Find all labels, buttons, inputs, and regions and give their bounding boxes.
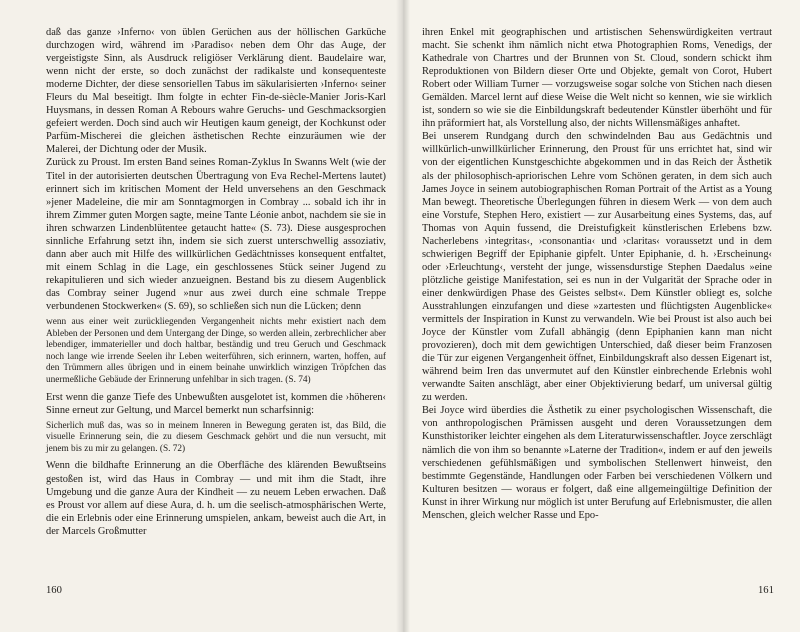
paragraph: ihren Enkel mit geographischen und artistischen Sehenswürdigkeiten vertraut macht. Sie schenkt ihm nämlich nicht etwa Photographien Roms, Venedigs, der Kathedrale von Chartres und der Brunnen von St. Cloud, sondern schickt ihm Reproduktionen von Bildern dieser Orte und Objekte, gemalt von Corot, Hubert Robert oder William Turner — vorzugsweise sogar solche von Stichen nach diesen Gemälden. Marcel lernt auf diese Weise die Welt nicht so kennen, wie sie wirklich ist, sondern so wie sie die Einbildungskraft bedeutender Künstler überhöht und für ihn präformiert hat, als Vorstellung also, der nichts Willensmäßiges anhaftet. — [422, 27, 772, 130]
block-quote — [46, 317, 386, 387]
left-page-text — [46, 26, 386, 538]
paragraph: Bei Joyce wird überdies die Ästhetik zu einer psychologischen Wissenschaft, die von anthropologischen Prämissen ausgeht und deren Voraussetzungen dem Kunsthistoriker leichter eingehen als dem Literaturwissenschaftler. Joyce zerschlägt nämlich die von ihm so benannte »Laterne der Tradition«, indem er auf den jeweils verschiedenen gefühlsmäßigen und symbolischen Stellenwert hinweist, den bestimmte Gegenstände, Handlungen oder Farben bei verschiedenen Völkern und Kulturen besitzen — woraus er folgert, daß eine allgemeingültige Definition der Kunst in ihrer Wirkung nur möglich ist unter Berufung auf Erlebnismuster, die allen Menschen, gleich welcher Rasse und Epo- — [422, 405, 772, 521]
right-page-text — [422, 26, 772, 522]
page-number: 161 — [758, 585, 774, 596]
paragraph: Bei unserem Rundgang durch den schwindelnden Bau aus Gedächtnis und willkürlich-unwillkürlicher Erinnerung, den Proust für uns errichtet hat, sind wir von der eigentlichen Kunstgeschichte abgekommen und in das Reich der Ästhetik als der philosophisch-apriorischen Lehre vom Schönen geraten, in dem sich auch James Joyce in seinem autobiographischen Roman Portrait of the Artist as a Young Man bewegt. Theoretische Überlegungen führen in diesem Werk — von dem auch eine Vorstufe, Stephen Hero, existiert — zur Ausarbeitung eines Systems, das, auf Thomas von Aquin fussend, die Dreistufigkeit künstlerischen Erlebens bzw. Nacherlebens ›integritas‹, ›consonantia‹ und ›claritas‹ voraussetzt und in dem schwierigen Begriff der Epiphanie gipfelt. Unter Epiphanie, d. h. ›Erscheinung‹ oder ›Erleuchtung‹, versteht der junge, wissensdurstige Stephen Daedalus »eine plötzliche geistige Manifestation, sei es nun in der Vulgarität der Sprache oder in einer denkwürdigen Phase des Geistes selbst«. Dem Künstler obliegt es, solche Ausstrahlungen einzufangen und diese »zartesten und flüchtigsten Augenblicke« vermittels der Inspiration in Kunst zu verwandeln. Wie bei Proust ist also auch bei Joyce der Künstler vom Zufall abhängig (denn Epiphanien kann man nicht provozieren), doch mit dem gewichtigen Unterschied, daß dieser beim Franzosen die Tür zur eigenen Vergangenheit öffnet, Einbildungskraft also dessen Eigenart ist, während beim Iren das unvermutet auf den Künstler einbrechende Erlebnis wohl verwandte Saiten anschlägt, aber einer Objektivierung bedarf, um universal gültig zu werden. — [422, 131, 772, 404]
quote-text: wenn aus einer weit zurückliegenden Vergangenheit nichts mehr existiert nach dem Ableben der Personen und dem Untergang der Dinge, so werden allein, zerbrechlicher aber lebendiger, immaterieller und doch haltbar, beständig und treu Geruch und Geschmack noch lange wie irrende Seelen ihr Leben weiterführen, sich erinnern, warten, hoffen, auf den Trümmern alles übrigen und in einem beinahe unwirklich winzigen Tröpfchen das unermeßliche Gebäude der Erinnerung unfehlbar in sich tragen. (S. 74) — [46, 317, 386, 385]
paragraph: Zurück zu Proust. Im ersten Band seines Roman-Zyklus In Swanns Welt (wie der Titel in der autorisierten deutschen Übertragung von Eva Rechel-Mertens lautet) erinnert sich im kritischen Moment der Held unversehens an den Geschmack »jener Madeleine, die mir am Sonntagmorgen in Combray ... sobald ich ihr in ihrem Zimmer guten Morgen sagte, meine Tante Léonie anbot, nachdem sie sie in ihren schwarzen Lindenblütentee getaucht hatte« (S. 73). Diese ausgesprochen sinnliche Erfahrung setzt ihn, indem sie sich zuerst unterschwellig assoziativ, dann aber auch mit Hilfe des willkürlichen Gedächtnisses konsequent entfaltet, mit einem Schlag in die Lage, ein geschlossenes Stück seiner Jugend zu rekapitulieren und sich wieder anzueignen. Bestand bis zu diesem Augenblick das Combray seiner Jugend »nur aus zwei durch eine schmale Treppe verbundenen Stockwerken« (S. 69), so schließen sich nun die Lücken; denn — [46, 157, 386, 312]
quote-text: Sicherlich muß das, was so in meinem Inneren in Bewegung geraten ist, das Bild, die visuelle Erinnerung sein, die zu diesem Geschmack gehört und die nun versucht, mit jenem bis zu mir zu gelangen. (S. 72) — [46, 420, 386, 454]
block-quote — [46, 421, 386, 456]
page-number: 160 — [46, 585, 62, 596]
book-gutter — [396, 0, 410, 632]
paragraph: daß das ganze ›Inferno‹ von üblen Gerüchen aus der höllischen Garküche durchzogen wird, während im ›Paradiso‹ neben dem Ohr das Auge, der vergeistigste Sinn, als Ausdruck religiöser Verklärung dient. Baudelaire war, wenn nicht der erste, so doch zunächst der radikalste und konsequenteste moderne Dichter, der diese sensoriellen Tabus im säkularisierten ›Inferno‹ seiner Fleurs du Mal beseitigt. Ihm folgte in echter Fin-de-siècle-Manier Joris-Karl Huysmans, in dessen Roman A Rebours wahre Geruchs- und Geschmacksorgien gefeiert werden. Doch sind auch wir Heutigen kaum geneigt, der Kochkunst oder Parfüm-Mischerei die gleichen ästhetischen Rechte einzuräumen wie der Malerei, der Dichtung oder der Musik. — [46, 27, 386, 156]
right-page — [400, 0, 800, 632]
paragraph: Wenn die bildhafte Erinnerung an die Oberfläche des klärenden Bewußtseins gestoßen ist, wird das Haus in Combray — und mit ihm die Stadt, ihre Umgebung und die ganze Aura der Kindheit — zu neuem Leben erwachen. Daß es Proust vor allem auf diese Aura, d. h. um die seelisch-atmosphärischen Werte, die ein Erlebnis oder eine Erinnerung umspielen, ankam, beweist auch die Art, in der Marcels Großmutter — [46, 460, 386, 537]
paragraph: Erst wenn die ganze Tiefe des Unbewußten ausgelotet ist, kommen die ›höheren‹ Sinne erneut zur Geltung, und Marcel bemerkt nun scharfsinnig: — [46, 391, 386, 416]
